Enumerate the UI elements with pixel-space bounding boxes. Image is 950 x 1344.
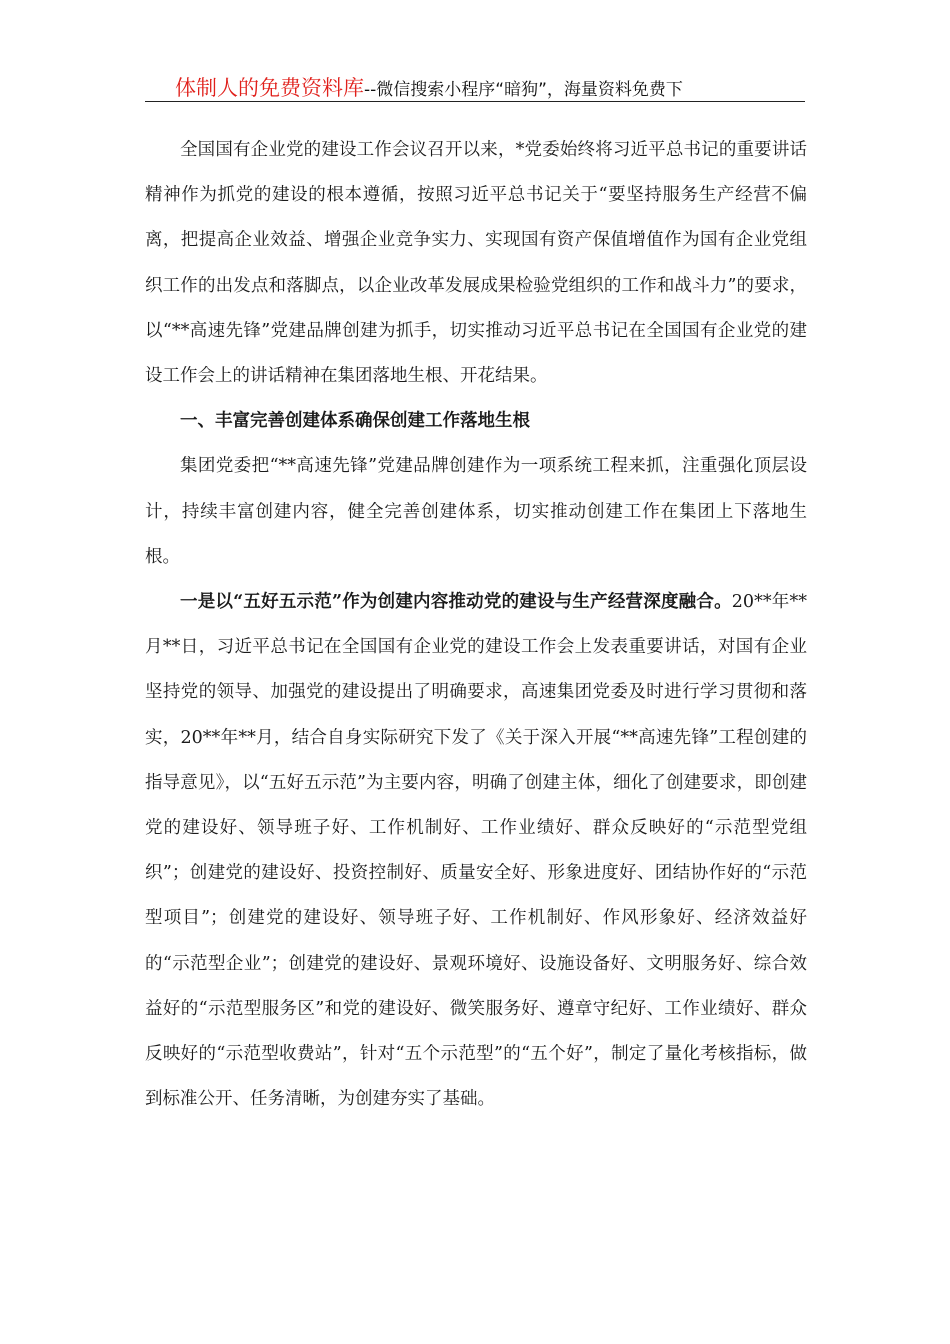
document-body bbox=[145, 128, 807, 1122]
paragraph-intro: 全国国有企业党的建设工作会议召开以来，*党委始终将习近平总书记的重要讲话精神作为抓党的建设的根本遵循，按照习近平总书记关于“要坚持服务生产经营不偏离，把提高企业效益、增强企业竞争实力、实现国有资产保值增值作为国有企业党组织工作的出发点和落脚点，以企业改革发展成果检验党组织的工作和战斗力”的要求，以“**高速先锋”党建品牌创建为抓手，切实推动习近平总书记在全国国有企业党的建设工作会上的讲话精神在集团落地生根、开花结果。 bbox=[145, 140, 807, 387]
header-divider bbox=[145, 101, 805, 102]
paragraph-point-1 bbox=[145, 580, 807, 1122]
header-brand: 体制人的免费资料库 bbox=[175, 76, 364, 100]
section-heading-1: 一、丰富完善创建体系确保创建工作落地生根 bbox=[180, 411, 530, 432]
header-tagline: --微信搜索小程序“暗狗”，海量资料免费下 bbox=[364, 80, 683, 100]
paragraph-section-1: 集团党委把“**高速先锋”党建品牌创建作为一项系统工程来抓，注重强化顶层设计，持续丰富创建内容，健全完善创建体系，切实推动创建工作在集团上下落地生根。 bbox=[145, 456, 807, 567]
point-1-body: 20**年**月**日，习近平总书记在全国国有企业党的建设工作会上发表重要讲话，对国有企业坚持党的领导、加强党的建设提出了明确要求，高速集团党委及时进行学习贯彻和落实，20**年**月，结合自身实际研究下发了《关于深入开展“**高速先锋”工程创建的指导意见》，以“五好五示范”为主要内容，明确了创建主体，细化了创建要求，即创建党的建设好、领导班子好、工作机制好、工作业绩好、群众反映好的“示范型党组织”；创建党的建设好、投资控制好、质量安全好、形象进度好、团结协作好的“示范型项目”；创建党的建设好、领导班子好、工作机制好、作风形象好、经济效益好的“示范型企业”；创建党的建设好、景观环境好、设施设备好、文明服务好、综合效益好的“示范型服务区”和党的建设好、微笑服务好、遵章守纪好、工作业绩好、群众反映好的“示范型收费站”，针对“五个示范型”的“五个好”，制定了量化考核指标，做到标准公开、任务清晰，为创建夯实了基础。 bbox=[145, 592, 807, 1110]
point-1-lead: 一是以“五好五示范”作为创建内容推动党的建设与生产经营深度融合。 bbox=[180, 592, 732, 613]
page-header bbox=[145, 72, 805, 102]
